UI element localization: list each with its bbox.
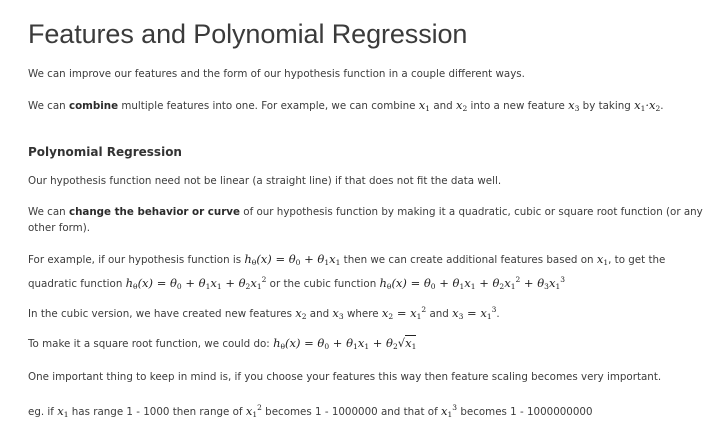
paragraph-square-root	[28, 335, 708, 355]
text-run: multiple features into one. For example, we can combine	[118, 100, 419, 112]
math-x1: $x_1$	[418, 98, 431, 113]
text-run: , to get the quadratic function	[28, 254, 666, 290]
paragraph-not-linear	[28, 173, 708, 189]
math-x1-squared: $x_1^2$	[245, 403, 262, 419]
text-run: We can	[28, 206, 69, 218]
section-heading-polynomial-regression: Polynomial Regression	[28, 145, 182, 159]
paragraph-cubic-version	[28, 302, 708, 325]
paragraph-example-functions	[28, 251, 708, 295]
bold-combine: combine	[68, 100, 119, 112]
text-run: To make it a square root function, we could do:	[28, 338, 274, 350]
text-run: or the cubic function	[266, 278, 380, 290]
text-run: and	[430, 100, 456, 112]
math-x2: $x_2$	[455, 98, 468, 113]
text-run: We can	[28, 100, 69, 112]
text-run: Our hypothesis function need not be linear (a straight line) if that does not fit the data well.	[28, 175, 502, 187]
math-x3: $x_3$	[568, 98, 580, 113]
math-x3: $x_3$	[332, 306, 344, 321]
text-run: then we can create additional features based on	[340, 254, 597, 266]
bold-change-behavior: change the behavior or curve	[68, 206, 240, 218]
text-run: .	[496, 308, 500, 320]
text-run: of our hypothesis function by making it a quadratic, cubic or square root function (or any other form).	[28, 206, 703, 234]
intro-text-1: We can improve our features and the form of our hypothesis function in a couple different ways.	[28, 68, 525, 80]
intro-paragraph-improve	[28, 66, 708, 82]
page-title: Features and Polynomial Regression	[28, 19, 468, 49]
text-run: In the cubic version, we have created new features	[28, 308, 296, 320]
intro-paragraph-combine	[28, 97, 708, 117]
text-run: .	[660, 100, 664, 112]
text-run: becomes 1 - 1000000000	[457, 406, 593, 418]
math-x2-equals-x1-squared: $x_2 = x_1^2$	[381, 305, 427, 321]
math-x2: $x_2$	[295, 306, 307, 321]
text-run: and	[306, 308, 333, 320]
math-hypothesis-cubic: $h_\theta(x) = \theta_0 + \theta_1x_1 + \theta_2x_1^2 + \theta_3x_1^3$	[379, 275, 565, 291]
math-hypothesis-linear: $h_\theta(x) = \theta_0 + \theta_1x_1$	[244, 252, 341, 267]
text-run: eg. if	[28, 406, 58, 418]
math-x1: $x_1$	[57, 404, 69, 419]
text-run: where	[343, 308, 382, 320]
paragraph-range-example	[28, 400, 708, 423]
paragraph-change-behavior	[28, 204, 708, 236]
text-run: and	[426, 308, 453, 320]
math-x3-equals-x1-cubed: $x_3 = x_1^3$	[452, 305, 497, 321]
math-x1: $x_1$	[596, 252, 609, 267]
text-run: has range 1 - 1000 then range of	[68, 406, 246, 418]
text-run: by taking	[579, 100, 635, 112]
paragraph-feature-scaling	[28, 369, 708, 385]
math-x1-dot-x2: $x_1\cdot x_2$	[634, 98, 661, 113]
text-run: into a new feature	[467, 100, 569, 112]
math-x1-cubed: $x_1^3$	[441, 403, 458, 419]
text-run: One important thing to keep in mind is, if you choose your features this way then feature scaling becomes very important.	[28, 371, 662, 383]
math-hypothesis-sqrt: $h_\theta(x) = \theta_0 + \theta_1x_1 + \theta_2√x_1$	[273, 336, 417, 351]
math-hypothesis-quadratic: $h_\theta(x) = \theta_0 + \theta_1x_1 + \theta_2x_1^2$	[125, 275, 267, 291]
text-run: For example, if our hypothesis function is	[28, 254, 245, 266]
text-run: becomes 1 - 1000000 and that of	[261, 406, 441, 418]
